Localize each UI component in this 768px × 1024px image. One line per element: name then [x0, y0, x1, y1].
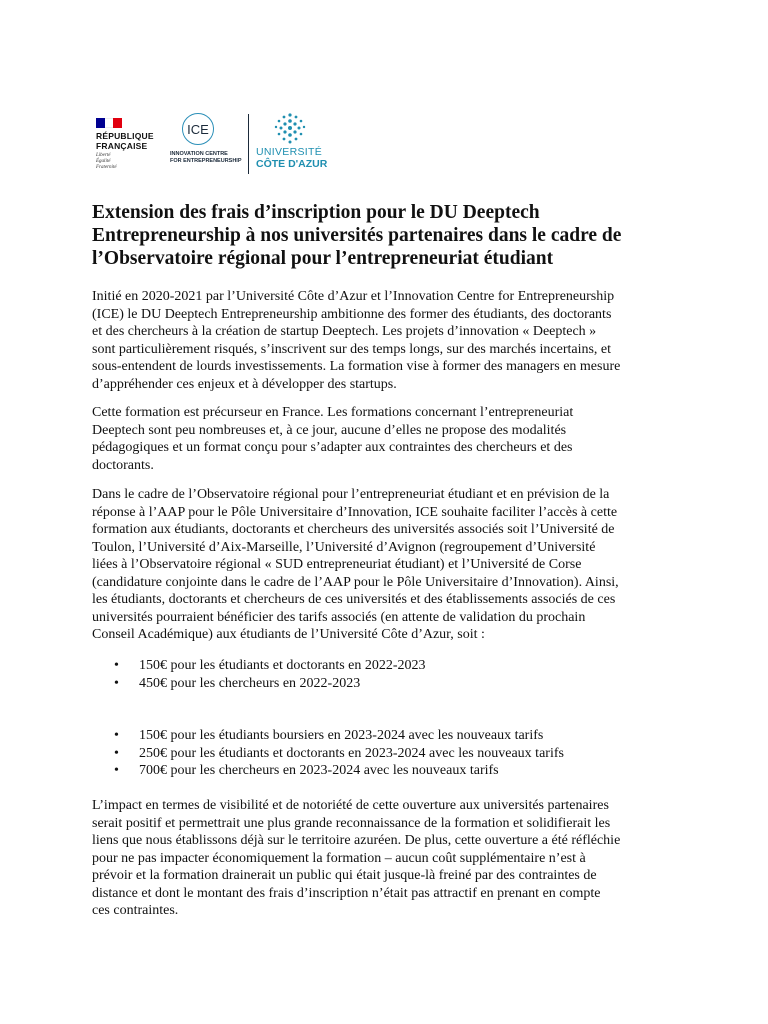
- bullet-icon: •: [114, 728, 119, 743]
- text-line: et des chercheurs à la création de startup Deeptech. Les projets d’innovation « Deeptech »: [92, 324, 597, 339]
- text-line: d’appréhender ces enjeux et à développer des startups.: [92, 376, 397, 392]
- list-item-text: 150€ pour les étudiants boursiers en 2023-2024 avec les nouveaux tarifs: [139, 728, 544, 743]
- list-item: [92, 657, 426, 675]
- text-line: Deeptech sont peu nombreuses et, à ce jour, aucune d’elles ne propose des modalités: [92, 422, 567, 438]
- text-line: prévoir et la formation drainerait un public qui était jusque-là freiné par des contraintes de: [92, 868, 597, 883]
- ice-sub-line1: INNOVATION CENTRE: [170, 151, 228, 157]
- title-line: Entrepreneurship à nos universités partenaires dans le cadre de: [92, 225, 622, 246]
- text-line: (ICE) le DU Deeptech Entrepreneurship ambitionne des former des étudiants, des doctorants: [92, 306, 612, 322]
- ice-logo-name: ICE: [187, 121, 209, 137]
- rf-motto-3: Fraternité: [96, 165, 117, 170]
- list-item: [92, 727, 564, 745]
- universite-cote-dazur-logo: [256, 112, 336, 176]
- text-line: les étudiants, doctorants et chercheurs de ces universités et des établissements associés de ces: [92, 592, 616, 607]
- text-line: (candidature conjointe dans le cadre de l’AAP pour le Pôle Universitaire d’Innovation). Ainsi,: [92, 574, 619, 590]
- rf-motto-1: Liberté: [96, 153, 111, 158]
- paragraph-observatoire: [92, 486, 692, 644]
- text-line: liens que nous établissons déjà sur le territoire azuréen. De plus, cette ouverture a été réfléchie: [92, 833, 621, 848]
- list-item-text: 700€ pour les chercheurs en 2023-2024 avec les nouveaux tarifs: [139, 763, 499, 778]
- text-line: distance et dont le montant des frais d’inscription n’était pas attractif en prenant en compte: [92, 885, 601, 901]
- document-title: [92, 201, 692, 270]
- text-line: ces contraintes.: [92, 903, 179, 918]
- republique-francaise-logo: [96, 114, 166, 176]
- text-line: serait positif et permettrait une plus grande reconnaissance de la formation et solidifierait les: [92, 815, 611, 831]
- text-line: sous-entendent de lourds investissements. La formation vise à former des managers en mesure: [92, 359, 621, 374]
- french-flag-icon: [96, 118, 122, 128]
- text-line: réponse à l’AAP pour le Pôle Universitaire d’Innovation, ICE souhaite faciliter l’accès à cette: [92, 504, 618, 520]
- text-line: universités pourraient bénéficier des tarifs associés (en attente de validation du prochain: [92, 609, 586, 625]
- text-line: Toulon, l’Université d’Aix-Marseille, l’Université d’Avignon (regroupement d’Université: [92, 539, 596, 555]
- bullet-icon: •: [114, 658, 119, 673]
- text-line: sont particulièrement risqués, s’inscrivent sur des temps longs, sur des marchés incertains, et: [92, 341, 612, 357]
- text-line: L’impact en termes de visibilité et de notoriété de cette ouverture aux universités partenaires: [92, 798, 609, 813]
- bullet-icon: •: [114, 675, 119, 691]
- rf-line1: RÉPUBLIQUE: [96, 131, 154, 141]
- paragraph-impact: [92, 797, 692, 920]
- ice-logo-subtitle: [170, 151, 242, 165]
- list-item-text: 450€ pour les chercheurs en 2022-2023: [139, 675, 361, 691]
- text-line: Initié en 2020-2021 par l’Université Côte d’Azur et l’Innovation Centre for Entrepreneurship: [92, 289, 615, 304]
- logo-divider: [248, 114, 249, 174]
- paragraph-intro: [92, 288, 692, 393]
- paragraph-precursor: [92, 404, 692, 474]
- title-line: Extension des frais d’inscription pour le DU Deeptech: [92, 202, 540, 223]
- ice-sub-line2: FOR ENTREPRENEURSHIP: [170, 158, 242, 164]
- uca-line1: UNIVERSITÉ: [256, 146, 323, 158]
- tariffs-2022-list: [92, 657, 426, 692]
- text-line: pédagogiques et un format conçu pour s’adapter aux contraintes des chercheurs et des: [92, 440, 573, 455]
- title-line: l’Observatoire régional pour l’entrepreneuriat étudiant: [92, 248, 554, 269]
- text-line: Cette formation est précurseur en France. Les formations concernant l’entrepreneuriat: [92, 405, 574, 420]
- uca-dots-icon: [270, 112, 310, 146]
- uca-line2: CÔTE D'AZUR: [256, 158, 328, 170]
- list-item: [92, 675, 426, 693]
- list-item: [92, 762, 564, 780]
- text-line: Conseil Académique) aux étudiants de l’Université Côte d’Azur, soit :: [92, 627, 485, 642]
- ice-logo: [170, 113, 250, 173]
- list-item: [92, 745, 564, 763]
- tariffs-2023-list: [92, 727, 564, 780]
- bullet-icon: •: [114, 745, 119, 761]
- bullet-icon: •: [114, 763, 119, 778]
- list-item-text: 150€ pour les étudiants et doctorants en 2022-2023: [139, 658, 426, 673]
- text-line: liées à l’Observatoire régional « SUD entrepreneuriat étudiant) et l’Université de Corse: [92, 557, 582, 572]
- rf-line2: FRANÇAISE: [96, 141, 148, 151]
- list-item-text: 250€ pour les étudiants et doctorants en 2023-2024 avec les nouveaux tarifs: [139, 745, 564, 761]
- text-line: doctorants.: [92, 457, 154, 473]
- rf-motto-2: Égalité: [96, 159, 111, 164]
- text-line: formation aux étudiants, doctorants et chercheurs des universités associés soit l’Université de: [92, 522, 615, 537]
- text-line: Dans le cadre de l’Observatoire régional pour l’entrepreneuriat étudiant et en prévision de la: [92, 487, 610, 502]
- text-line: pour ne pas impacter économiquement la formation – aucun coût supplémentaire n’est à: [92, 850, 586, 866]
